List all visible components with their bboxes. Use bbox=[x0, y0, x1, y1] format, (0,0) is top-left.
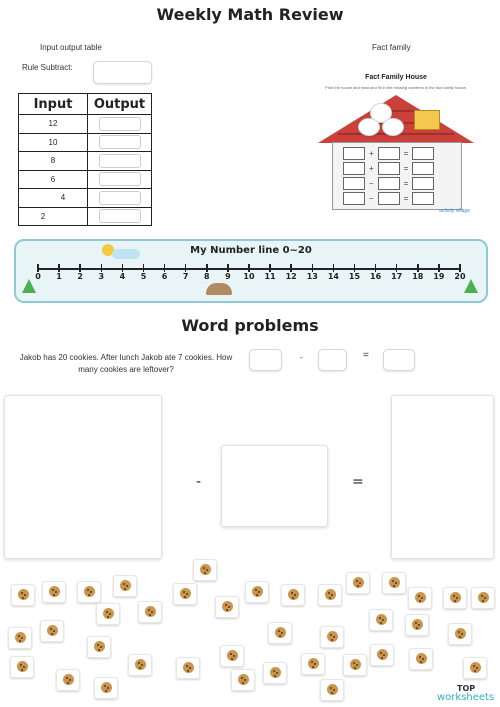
cookie-icon bbox=[135, 659, 146, 670]
equals-sign: = bbox=[403, 194, 409, 203]
number-line-tick bbox=[58, 264, 60, 272]
cookie-icon bbox=[47, 625, 58, 636]
number-line-tick-label: 5 bbox=[140, 272, 147, 281]
number-line-tick bbox=[333, 264, 335, 272]
fact-box[interactable] bbox=[343, 147, 365, 160]
cloud-icon bbox=[112, 249, 140, 259]
cookie-card[interactable] bbox=[8, 627, 32, 649]
cookie-icon bbox=[275, 627, 286, 638]
cookie-icon bbox=[350, 659, 361, 670]
rule-label: Rule Subtract: bbox=[22, 63, 73, 72]
cookie-card[interactable] bbox=[463, 657, 487, 679]
fact-box[interactable] bbox=[378, 177, 400, 190]
number-line-tick-label: 7 bbox=[182, 272, 189, 281]
cookie-card[interactable] bbox=[138, 601, 162, 623]
number-line-tick bbox=[227, 264, 229, 272]
equals-sign: = bbox=[403, 179, 409, 188]
input-cell: 12 bbox=[19, 115, 88, 134]
number-line-tick-label: 0 bbox=[35, 272, 41, 281]
output-input[interactable] bbox=[99, 154, 141, 168]
number-line bbox=[14, 239, 488, 303]
number-line-tick bbox=[269, 264, 271, 272]
cookie-icon bbox=[353, 577, 364, 588]
snail-icon bbox=[206, 283, 232, 295]
cookie-icon bbox=[183, 662, 194, 673]
equals-sign: = bbox=[403, 149, 409, 158]
cookie-card[interactable] bbox=[96, 603, 120, 625]
cookie-card[interactable] bbox=[113, 575, 137, 597]
number-line-tick bbox=[122, 264, 124, 272]
output-header: Output bbox=[88, 94, 152, 115]
number-line-tick bbox=[79, 264, 81, 272]
cookie-card[interactable] bbox=[370, 644, 394, 666]
cookie-icon bbox=[478, 592, 489, 603]
cookie-card[interactable] bbox=[87, 636, 111, 658]
number-line-tick bbox=[206, 264, 208, 272]
cookie-icon bbox=[238, 674, 249, 685]
input-cell: 2 bbox=[19, 207, 88, 226]
cookie-icon bbox=[49, 586, 60, 597]
number-line-tick bbox=[164, 264, 166, 272]
cookie-icon bbox=[17, 661, 28, 672]
cookie-card[interactable] bbox=[263, 662, 287, 684]
cookie-drop-zone-total[interactable] bbox=[4, 395, 162, 559]
cookie-card[interactable] bbox=[409, 648, 433, 670]
number-line-tick-label: 15 bbox=[348, 272, 361, 281]
number-line-tick-label: 19 bbox=[433, 272, 445, 281]
fact-box[interactable] bbox=[343, 162, 365, 175]
number-line-tick bbox=[248, 264, 250, 272]
cookie-icon bbox=[470, 662, 481, 673]
number-line-tick-label: 8 bbox=[204, 272, 210, 281]
number-line-tick bbox=[396, 264, 398, 272]
minuend-input[interactable] bbox=[249, 349, 282, 371]
number-line-tick-label: 2 bbox=[77, 272, 83, 281]
house-title: Fact Family House bbox=[365, 74, 427, 81]
number-line-tick bbox=[375, 264, 377, 272]
page-title: Weekly Math Review bbox=[156, 5, 344, 24]
cookie-icon bbox=[84, 586, 95, 597]
number-line-tick-label: 6 bbox=[161, 272, 168, 281]
input-cell: 4 bbox=[19, 189, 88, 208]
output-input[interactable] bbox=[99, 172, 141, 186]
cookie-icon bbox=[455, 628, 466, 639]
cookie-card[interactable] bbox=[471, 587, 495, 609]
rule-input[interactable] bbox=[93, 61, 152, 84]
cookie-icon bbox=[288, 589, 299, 600]
input-cell: 10 bbox=[19, 133, 88, 152]
fact-box[interactable] bbox=[343, 192, 365, 205]
io-table-label: Input output table bbox=[40, 43, 102, 52]
cookie-card[interactable] bbox=[94, 677, 118, 699]
house-right-circle[interactable] bbox=[382, 118, 404, 136]
word-problems-title: Word problems bbox=[181, 316, 319, 335]
number-line-tick bbox=[312, 264, 314, 272]
cookie-icon bbox=[103, 608, 114, 619]
cookie-icon bbox=[270, 667, 281, 678]
cookie-card[interactable] bbox=[220, 645, 244, 667]
fact-box[interactable] bbox=[412, 177, 434, 190]
number-line-title: My Number line 0~20 bbox=[190, 245, 312, 256]
fact-box[interactable] bbox=[412, 192, 434, 205]
number-line-tick bbox=[37, 264, 39, 272]
number-line-tick-label: 1 bbox=[56, 272, 62, 281]
word-problem-line: Jakob has 20 cookies. After lunch Jakob ate 7 cookies. How bbox=[19, 353, 233, 362]
number-line-tick bbox=[185, 264, 187, 272]
input-cell: 6 bbox=[19, 170, 88, 189]
number-line-tick-label: 9 bbox=[225, 272, 231, 281]
tree-icon bbox=[22, 279, 36, 293]
cookie-card[interactable] bbox=[10, 656, 34, 678]
minus-sign: − bbox=[369, 179, 374, 188]
cookie-card[interactable] bbox=[318, 584, 342, 606]
number-line-tick-label: 4 bbox=[119, 272, 126, 281]
number-line-tick-label: 3 bbox=[98, 272, 105, 281]
cookie-card[interactable] bbox=[193, 559, 217, 581]
cookie-icon bbox=[415, 592, 426, 603]
cookie-icon bbox=[308, 658, 319, 669]
number-line-tick-label: 17 bbox=[391, 272, 403, 281]
fact-box[interactable] bbox=[378, 162, 400, 175]
cookie-card[interactable] bbox=[301, 653, 325, 675]
fact-box[interactable] bbox=[412, 147, 434, 160]
cookie-icon bbox=[412, 619, 423, 630]
cookie-icon bbox=[325, 589, 336, 600]
plus-sign: + bbox=[369, 164, 374, 173]
number-line-tick bbox=[459, 264, 461, 272]
cookie-card[interactable] bbox=[215, 596, 239, 618]
cookie-icon bbox=[180, 588, 191, 599]
cookie-card[interactable] bbox=[369, 609, 393, 631]
cookie-card[interactable] bbox=[42, 581, 66, 603]
cookie-icon bbox=[145, 606, 156, 617]
number-line-tick-label: 13 bbox=[306, 272, 318, 281]
number-line-tick-label: 11 bbox=[264, 272, 276, 281]
cookie-icon bbox=[327, 684, 338, 695]
number-line-tick-label: 10 bbox=[243, 272, 255, 281]
cookie-card[interactable] bbox=[408, 587, 432, 609]
house-body bbox=[332, 142, 462, 210]
number-line-tick bbox=[438, 264, 440, 272]
output-input[interactable] bbox=[99, 117, 141, 131]
cookie-card[interactable] bbox=[231, 669, 255, 691]
cookie-drop-zone-leftover[interactable] bbox=[391, 395, 494, 559]
cookie-icon bbox=[63, 674, 74, 685]
plus-sign: + bbox=[369, 149, 374, 158]
cookie-card[interactable] bbox=[40, 620, 64, 642]
cookie-icon bbox=[227, 650, 238, 661]
cookie-icon bbox=[15, 632, 26, 643]
number-line-tick-label: 16 bbox=[370, 272, 382, 281]
minus-sign: − bbox=[369, 194, 374, 203]
minus-sign: - bbox=[300, 353, 303, 362]
fact-box[interactable] bbox=[412, 162, 434, 175]
fact-box[interactable] bbox=[378, 192, 400, 205]
number-line-tick-label: 20 bbox=[454, 272, 466, 281]
cookie-card[interactable] bbox=[382, 572, 406, 594]
output-input[interactable] bbox=[99, 135, 141, 149]
number-line-tick-label: 14 bbox=[327, 272, 339, 281]
cookie-icon bbox=[416, 653, 427, 664]
equals-sign: = bbox=[363, 350, 369, 361]
cookie-icon bbox=[101, 682, 112, 693]
fact-family-house-image bbox=[318, 70, 474, 218]
cookie-icon bbox=[222, 601, 233, 612]
word-problem-text bbox=[6, 352, 246, 376]
cookie-card[interactable] bbox=[346, 572, 370, 594]
cookie-card[interactable] bbox=[173, 583, 197, 605]
number-line-tick bbox=[354, 264, 356, 272]
brand-top: TOP bbox=[457, 684, 476, 693]
cookie-icon bbox=[389, 577, 400, 588]
house-window bbox=[414, 110, 440, 130]
cookie-card[interactable] bbox=[448, 623, 472, 645]
cookie-card[interactable] bbox=[268, 622, 292, 644]
drop-minus-sign: - bbox=[196, 474, 202, 490]
word-problem-line: many cookies are leftover? bbox=[78, 365, 174, 374]
cookie-card[interactable] bbox=[320, 626, 344, 648]
cookie-icon bbox=[450, 592, 461, 603]
drop-equals-sign: = bbox=[352, 474, 364, 490]
cookie-card[interactable] bbox=[245, 581, 269, 603]
number-line-tick-label: 18 bbox=[412, 272, 424, 281]
cookie-icon bbox=[120, 580, 131, 591]
cookie-card[interactable] bbox=[77, 581, 101, 603]
cookie-icon bbox=[327, 631, 338, 642]
number-line-tick-label: 12 bbox=[285, 272, 297, 281]
number-line-tick bbox=[143, 264, 145, 272]
fact-family-label: Fact family bbox=[372, 43, 411, 52]
input-cell: 8 bbox=[19, 152, 88, 171]
cookie-card[interactable] bbox=[320, 679, 344, 701]
cookie-drop-zone-eaten[interactable] bbox=[221, 445, 328, 527]
cookie-icon bbox=[377, 649, 388, 660]
equals-sign: = bbox=[403, 164, 409, 173]
cookie-card[interactable] bbox=[281, 584, 305, 606]
house-left-circle[interactable] bbox=[358, 118, 380, 136]
cookie-card[interactable] bbox=[56, 669, 80, 691]
cookie-card[interactable] bbox=[11, 584, 35, 606]
cookie-card[interactable] bbox=[443, 587, 467, 609]
house-instructions: Print the house and read and fill in the missing numbers in the fact family house. bbox=[325, 85, 467, 90]
cookie-icon bbox=[18, 589, 29, 600]
fact-box[interactable] bbox=[343, 177, 365, 190]
number-line-tick bbox=[101, 264, 103, 272]
cookie-card[interactable] bbox=[405, 614, 429, 636]
subtrahend-input[interactable] bbox=[318, 349, 347, 371]
output-input[interactable] bbox=[99, 191, 141, 205]
tree-icon bbox=[464, 279, 478, 293]
house-watermark: activity village bbox=[439, 208, 470, 214]
input-header: Input bbox=[19, 94, 88, 115]
io-table bbox=[18, 93, 152, 226]
cookie-icon bbox=[200, 564, 211, 575]
output-input[interactable] bbox=[99, 209, 141, 223]
cookie-icon bbox=[94, 641, 105, 652]
cookie-card[interactable] bbox=[176, 657, 200, 679]
brand-logo: worksheets bbox=[437, 692, 495, 703]
cookie-icon bbox=[376, 614, 387, 625]
fact-box[interactable] bbox=[378, 147, 400, 160]
number-line-tick bbox=[417, 264, 419, 272]
cookie-card[interactable] bbox=[128, 654, 152, 676]
number-line-tick bbox=[290, 264, 292, 272]
cookie-card[interactable] bbox=[343, 654, 367, 676]
difference-input[interactable] bbox=[383, 349, 415, 371]
cookie-icon bbox=[252, 586, 263, 597]
